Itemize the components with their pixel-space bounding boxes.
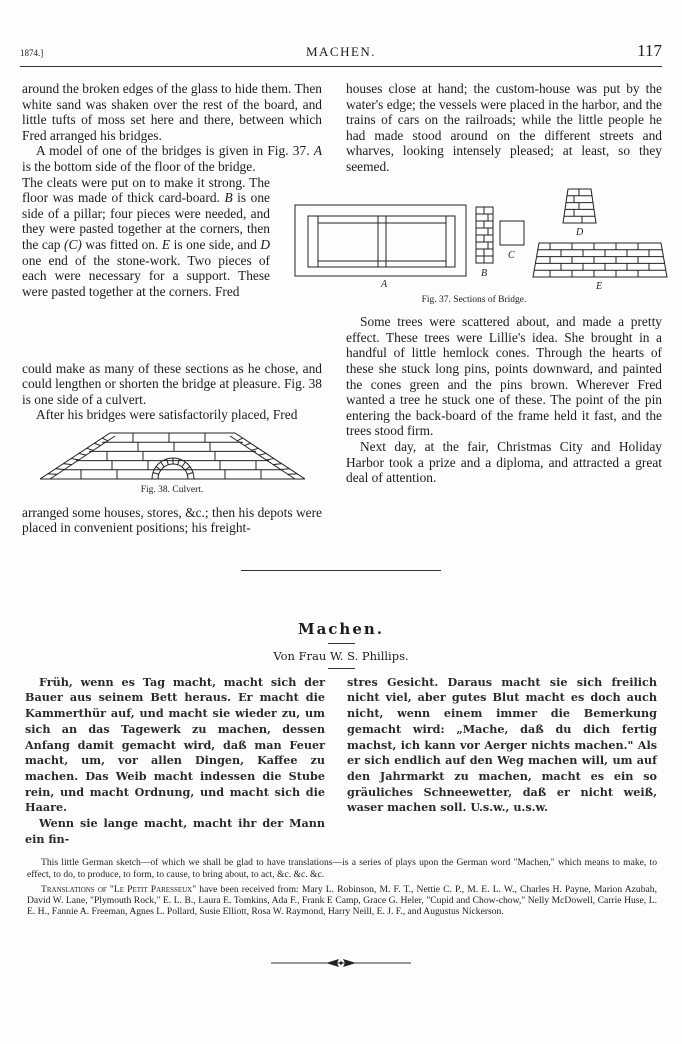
brick-line: [181, 462, 185, 467]
left-paragraph-6: arranged some houses, stores, &c.; then his depots were placed in convenient positions; his freight-: [22, 505, 322, 536]
german-left-paragraph-2: Wenn sie lange macht, macht ihr der Mann ein fin-: [25, 816, 325, 847]
brick-line: [160, 462, 164, 467]
text-span: is the bottom side of the floor of the bridge.: [22, 159, 256, 174]
translations-received: [27, 884, 657, 918]
german-left-column: [25, 675, 325, 848]
note-lead: Translations of "Le Petit Paresseux": [41, 884, 196, 895]
brick-line: [63, 464, 71, 465]
figure-38: [22, 431, 322, 499]
figure-37-bridge-sections: [286, 183, 671, 291]
brick-line: [94, 443, 100, 445]
ornament-wrap: [271, 957, 411, 969]
brick-line: [153, 472, 159, 474]
label-c: C: [508, 250, 515, 261]
label-e: E: [595, 281, 602, 291]
culvert-outline: [40, 433, 305, 479]
right-column: [346, 81, 662, 536]
german-right-column: [347, 675, 657, 848]
italic-letter: B: [224, 190, 232, 205]
text-span: one end of the stone-work. Two pieces of each were necessary for a support. These were pasted together at the corners. Fred: [22, 253, 270, 299]
right-paragraph-1: houses close at hand; the custom-house was put by the water's edge; the vessels were placed in the harbor, and the trains of cars on the railroads; while the little people he had made stood around on the different streets and wharves, looking intensely pleased; at least, so they seemed.: [346, 81, 662, 175]
text-span: The cleats were put on to make it strong. The floor was made of thick card-board.: [22, 175, 270, 206]
italic-letter: D: [260, 237, 270, 252]
brick-line: [251, 448, 258, 450]
section-e-side: [533, 243, 667, 277]
note-german-sketch: This little German sketch—of which we shall be glad to have translations—is a series of plays upon the German word "Machen," which means to make, to effect, to do, to produce, to form, to cause, to bring about, to act, &c. &c. &c.: [27, 857, 657, 879]
running-header: [20, 44, 662, 62]
german-title: Machen.: [0, 619, 682, 639]
figure-38-culvert: [40, 431, 305, 481]
german-right-paragraph-1: stres Gesicht. Daraus macht sie sich freilich nicht viel, aber gutes Blut macht es doch auch nicht, wenn einem immer die Bemerkung gemacht wird: „Mache, daß du dich fertig machst, ich kann vor Aerger nichts machen." Als er sich endlich auf den Weg machen will, um auf den Jahrmarkt zu machen, macht es ein so gräuliches Schneewetter, daß er nicht weiß, waser machen soll. U.s.w., u.s.w.: [347, 675, 657, 816]
section-b-pillar: [476, 207, 493, 263]
header-rule: [20, 66, 662, 67]
brick-line: [71, 458, 79, 459]
text-span: was fitted on.: [82, 237, 162, 252]
brick-line: [280, 469, 289, 470]
italic-letter: A: [314, 143, 322, 158]
brick-line: [102, 438, 108, 441]
ornament-divider: [271, 957, 411, 969]
label-a: A: [380, 279, 388, 290]
note-translations: [27, 884, 657, 918]
left-paragraph-4: could make as many of these sections as he chose, and could lengthen or shorten the bridge at pleasure. Fig. 38 is one side of a culvert.: [22, 361, 322, 408]
brick-line: [55, 469, 64, 470]
german-left-paragraph-1: Früh, wenn es Tag macht, macht sich der Bauer aus seinem Bett heraus. Er macht die Kammerthür auf, und macht sie wieder zu, um sich an das Tagewerk zu machen, dessen Anfang damit gemacht wird, daß man Feuer macht, um, vor allen Dingen, Kaffee zu machen. Das Weib macht indessen die Stube rein, und macht Ordnung, und macht sich die Haare.: [25, 675, 325, 816]
brick-line: [266, 458, 274, 459]
byline-underline: [328, 668, 355, 669]
brick-line: [258, 453, 265, 455]
brick-line: [86, 448, 93, 450]
section-a-floor: [295, 205, 466, 276]
culvert-arch-inner: [158, 464, 188, 479]
article-columns: [22, 81, 662, 536]
left-paragraph-5: After his bridges were satisfactorily placed, Fred: [22, 407, 322, 423]
figure-37-caption: Fig. 37. Sections of Bridge.: [286, 293, 662, 309]
german-byline: Von Frau W. S. Phillips.: [0, 648, 682, 664]
brick-line: [177, 459, 179, 465]
figure-37: [286, 183, 662, 309]
left-paragraph-2: [22, 143, 322, 174]
section-d-end: [563, 189, 596, 223]
text-span: A model of one of the bridges is given in Fig. 37.: [36, 143, 310, 158]
label-b: B: [481, 268, 487, 279]
brick-line: [273, 464, 281, 465]
right-paragraph-3: Next day, at the fair, Christmas City and Holiday Harbor took a prize and a diploma, and attracted a great deal of attention.: [346, 439, 662, 486]
ornament-dot: [339, 962, 342, 965]
note-names: have been received from: Mary L. Robinson, M. F. T., Nettie C. P., M. E. L. W., Charles H. Payne, Marion Azubah, David W. Lane, "Plymouth Rock," E. L. B., Laura E. Tomkins, Ada F., Frank E Camp, Grace G. Heler, "Cupid and Chow-chow," Nelly McDowell, Carrie Huse, L. E. H., Fannie A. Freeman, Agnes L. Pollard, Susie Elliott, Rosa W. Raymond, Harry Neill, E. J. F., and Augustus Nickerson.: [27, 884, 657, 917]
text-span: is one side, and: [170, 237, 260, 252]
text-span: is one side of a pillar; four pieces were needed, and they were pasted together at the corners, then the cap: [22, 190, 270, 252]
brick-line: [187, 472, 193, 474]
header-title: MACHEN.: [20, 44, 662, 60]
left-paragraph-1: around the broken edges of the glass to hide them. Then white sand was shaken over the rest of the board, and little tufts of moss set here and there, between which Fred arranged his bridges.: [22, 81, 322, 143]
left-column: [22, 81, 322, 536]
section-c-cap: [500, 221, 524, 245]
italic-letter: (C): [64, 237, 82, 252]
italic-letter: E: [162, 237, 170, 252]
label-d: D: [575, 227, 584, 238]
right-paragraph-2: Some trees were scattered about, and made a pretty effect. These trees were Lillie's idea. She brought in a handful of little hemlock cones. Through the hearts of these she stuck long pins, points downward, and painted the cones green and the pins brown. Wherever Fred wanted a tree he stuck one of these. The point of the pin entering the back-board of the frame held it fast, and the trees stood firm.: [346, 314, 662, 439]
figure-38-caption: Fig. 38. Culvert.: [22, 483, 322, 499]
german-columns: [25, 675, 657, 848]
brick-line: [166, 459, 168, 465]
brick-line: [244, 443, 250, 445]
brick-line: [78, 453, 85, 455]
page-number: 117: [637, 41, 662, 61]
section-separator: [241, 570, 441, 571]
translation-note: [27, 857, 657, 879]
brick-line: [237, 438, 243, 441]
title-underline: [328, 643, 355, 644]
header-year: 1874.]: [20, 48, 43, 58]
